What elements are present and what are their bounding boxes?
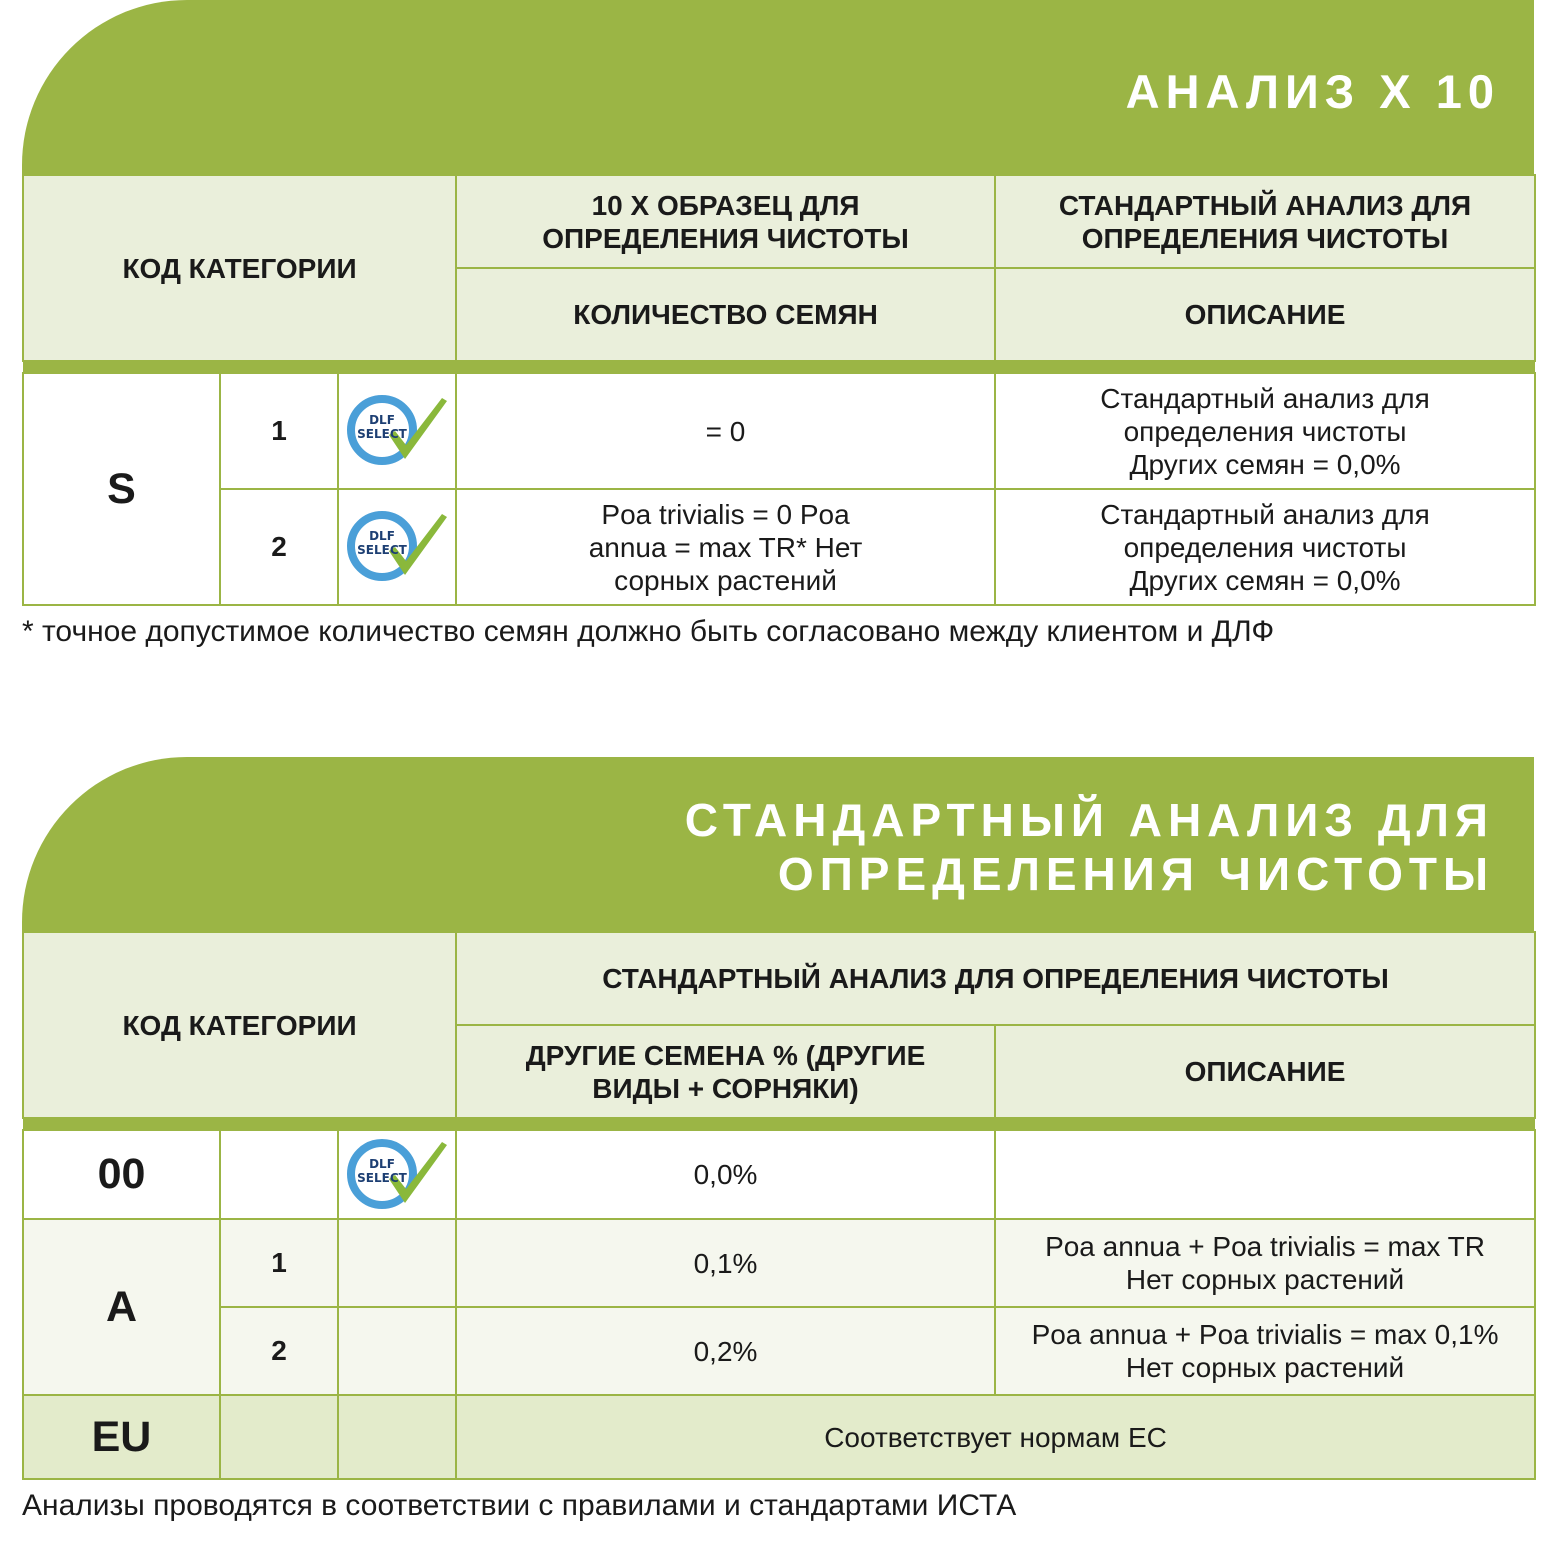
table-row	[23, 489, 1535, 605]
dlf-select-logo	[338, 1130, 456, 1219]
header-seed-count: КОЛИЧЕСТВО СЕМЯН	[456, 268, 995, 361]
svg-text:SELECT: SELECT	[357, 1170, 407, 1185]
header-standard-analysis: СТАНДАРТНЫЙ АНАЛИЗ ДЛЯ ОПРЕДЕЛЕНИЯ ЧИСТОТЫ	[456, 932, 1535, 1025]
section1-footnote: * точное допустимое количество семян должно быть согласовано между клиентом и ДЛФ	[22, 615, 1275, 648]
section2-footnote: Анализы проводятся в соответствии с правилами и стандартами ИСТА	[22, 1489, 1017, 1522]
seed-count-value: Poa trivialis = 0 Poa annua = max TR* Нет сорных растений	[456, 489, 995, 605]
svg-text:SELECT: SELECT	[357, 543, 407, 557]
svg-text:DLF: DLF	[369, 413, 395, 427]
other-seeds-value: 0,0%	[456, 1130, 995, 1219]
section2-title: СТАНДАРТНЫЙ АНАЛИЗ ДЛЯ ОПРЕДЕЛЕНИЯ ЧИСТОТЫ	[684, 794, 1494, 900]
dlf-select-logo	[338, 373, 456, 489]
category-code: 00	[23, 1130, 220, 1219]
table-row	[23, 1307, 1535, 1395]
svg-text:SELECT: SELECT	[357, 427, 407, 441]
dlf-select-icon	[345, 509, 449, 585]
section2-banner	[22, 757, 1534, 931]
table-row	[23, 1130, 1535, 1219]
header-description: ОПИСАНИЕ	[995, 268, 1535, 361]
header-other-seeds: ДРУГИЕ СЕМЕНА % (ДРУГИЕ ВИДЫ + СОРНЯКИ)	[456, 1025, 995, 1118]
header-10x-sample: 10 Х ОБРАЗЕЦ ДЛЯ ОПРЕДЕЛЕНИЯ ЧИСТОТЫ	[456, 175, 995, 268]
dlf-select-icon	[345, 1137, 449, 1213]
section1-title: АНАЛИЗ Х 10	[1125, 65, 1500, 118]
other-seeds-value: 0,2%	[456, 1307, 995, 1395]
svg-text:DLF: DLF	[369, 529, 395, 543]
description-value: Стандартный анализ для определения чистоты Других семян = 0,0%	[995, 489, 1535, 605]
description-value: Стандартный анализ для определения чистоты Других семян = 0,0%	[995, 373, 1535, 489]
row-number: 2	[220, 1307, 338, 1395]
header-standard-analysis: СТАНДАРТНЫЙ АНАЛИЗ ДЛЯ ОПРЕДЕЛЕНИЯ ЧИСТОТЫ	[995, 175, 1535, 268]
svg-text:DLF: DLF	[369, 1156, 395, 1171]
description-value: Poa annua + Poa trivialis = max 0,1% Нет сорных растений	[995, 1307, 1535, 1395]
eu-description: Соответствует нормам ЕС	[456, 1395, 1535, 1479]
dlf-select-icon	[345, 393, 449, 469]
other-seeds-value: 0,1%	[456, 1219, 995, 1307]
table-row	[23, 373, 1535, 489]
description-value: Poa annua + Poa trivialis = max TR Нет сорных растений	[995, 1219, 1535, 1307]
section2-table	[22, 931, 1536, 1480]
category-code: EU	[23, 1395, 220, 1479]
section1-banner	[22, 0, 1534, 174]
seed-count-value: = 0	[456, 373, 995, 489]
row-number: 2	[220, 489, 338, 605]
row-number: 1	[220, 1219, 338, 1307]
row-number: 1	[220, 373, 338, 489]
header-code: КОД КАТЕГОРИИ	[23, 175, 456, 361]
section1-table	[22, 174, 1536, 606]
dlf-select-logo	[338, 489, 456, 605]
header-description: ОПИСАНИЕ	[995, 1025, 1535, 1118]
category-code: S	[23, 373, 220, 605]
table-row	[23, 1395, 1535, 1479]
header-code: КОД КАТЕГОРИИ	[23, 932, 456, 1118]
table-row	[23, 1219, 1535, 1307]
category-code: A	[23, 1219, 220, 1395]
